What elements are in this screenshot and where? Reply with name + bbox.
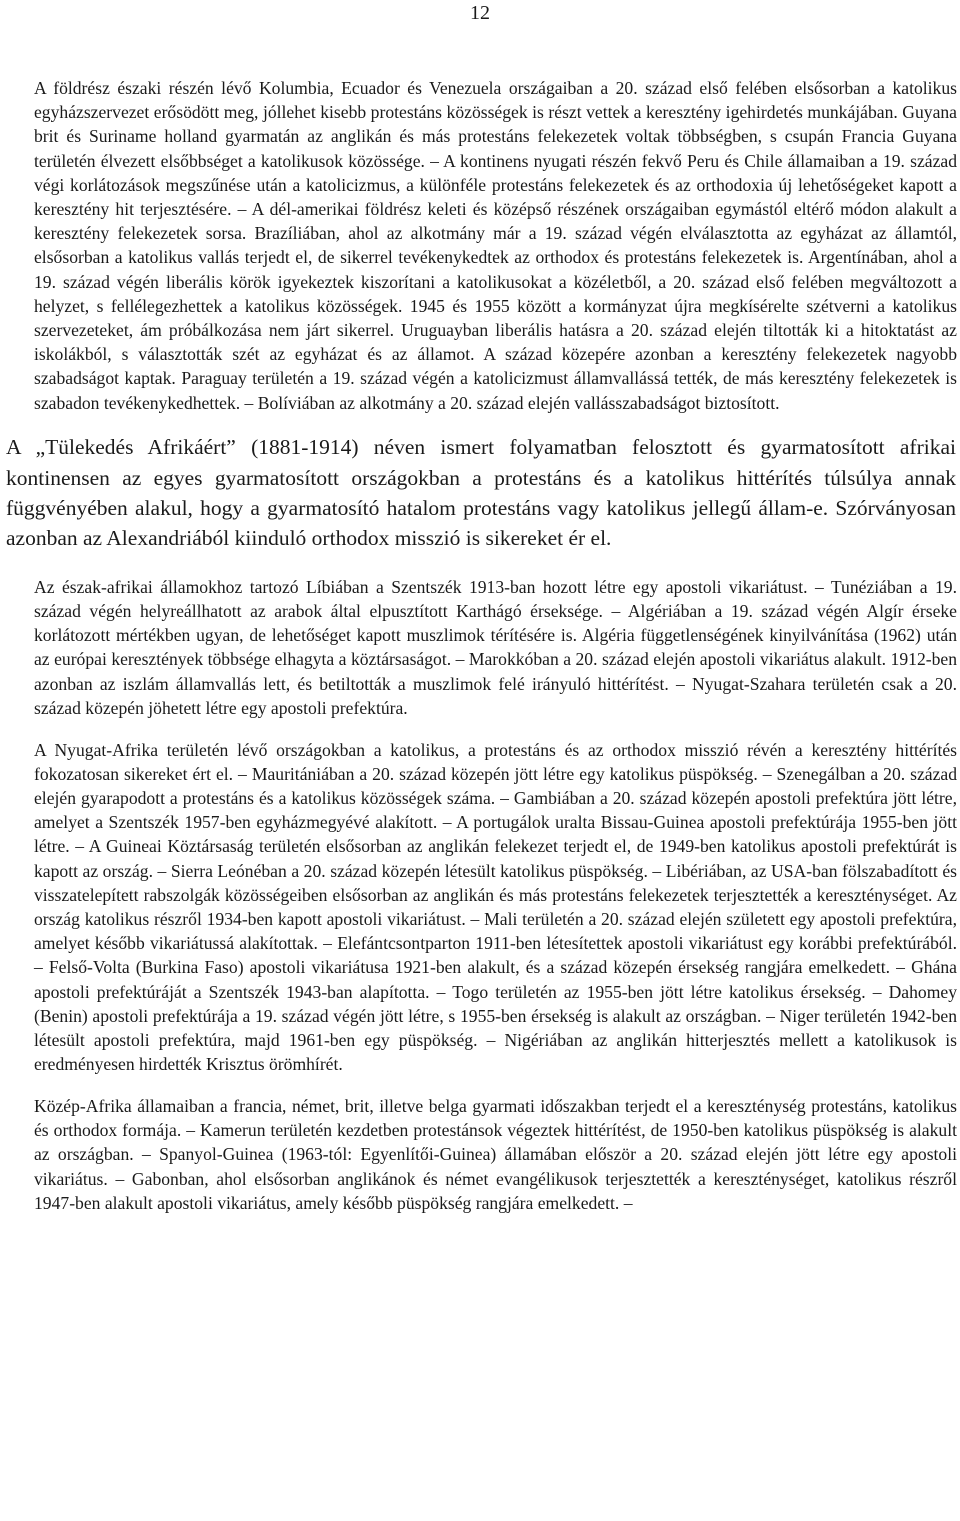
page-number: 12 xyxy=(470,2,490,24)
page-body xyxy=(0,76,960,1233)
paragraph-central-africa: Közép-Afrika államaiban a francia, német, brit, illetve belga gyarmati időszakban terjedt el a kereszténység protestáns, katolikus és orthodox formája. – Kamerun területén kezdetben protestánsok végeztek hittérítést, de 1950-ben katolikus püspökség is alakult az országban. – Spanyol-Guinea (1963-tól: Egyenlítői-Guinea) államában először a 20. század elején jött létre egy apostoli vikariátus. – Gabonban, ahol elsősorban anglikánok és német evangélikusok terjesztették a kereszténységet, katolikus részről 1947-ben alakult apostoli vikariátus, amely később püspökség rangjára emelkedett. – xyxy=(34,1096,957,1213)
paragraph-africa-intro: A „Tülekedés Afrikáért” (1881-1914) néven ismert folyamatban felosztott és gyarmatosított afrikai kontinensen az egyes gyarmatosított országokban a protestáns és a katolikus hittérítés túlsúlya annak függvényében alakul, hogy a gyarmatosító hatalom protestáns vagy katolikus jellegű állam-e. Szórványosan azonban az Alexandriából kiinduló orthodox misszió is sikereket ér el. xyxy=(6,435,956,551)
paragraph-south-america: A földrész északi részén lévő Kolumbia, Ecuador és Venezuela országaiban a 20. század első felében elsősorban a katolikus egyházszervezet erősödött meg, jóllehet kisebb protestáns közösségek is részt vettek a keresztény igehirdetés munkájában. Guyana brit és Suriname holland gyarmatán az anglikán és más protestáns felekezetek voltak többségben, s csupán Francia Guyana területén élvezett elsőbbséget a katolikusok közössége. – A kontinens nyugati részén fekvő Peru és Chile államaiban a 19. század végi korlátozások megszűnése után a katolicizmus, a különféle protestáns felekezetek és az orthodoxia új lehetőségeket kapott a keresztény hit terjesztésére. – A dél-amerikai földrész keleti és középső részének országaiban egymástól eltérő módon alakult a keresztény felekezetek sorsa. Brazíliában, ahol az alkotmány már a 19. század végén elválasztotta az egyházat az államtól, elsősorban a katolikus vallás terjedt el, de sikerrel tevékenykedtek az orthodox és protestáns felekezetek is. Argentínában, ahol a 19. század végén liberális körök igyekeztek kiszorítani a katolikusokat a közéletből, a 20. század első felében megváltozott a helyzet, s fellélegezhettek a katolikus közösségek. 1945 és 1955 között a kormányzat újra megkísérelte szétverni a katolikus szervezeteket, ám próbálkozása nem járt sikerrel. Uruguayban liberális hatásra a 20. század elején tiltották ki a hitoktatást az iskolákból, s választották szét az egyházat és az államot. A század közepére azonban a keresztény felekezetek nagyobb szabadságot kaptak. Paraguay területén a 19. század végén a katolicizmust államvallássá tették, de más keresztény felekezetek is szabadon tevékenykedhettek. – Bolíviában az alkotmány a 20. század elején vallásszabadságot biztosított. xyxy=(34,78,957,413)
paragraph-north-africa: Az észak-afrikai államokhoz tartozó Líbiában a Szentszék 1913-ban hozott létre egy apostoli vikariátust. – Tunéziában a 19. század végén helyreállhatott az arabok által elpusztított Karthágó érseksége. – Algériában a 19. század végén Algír érseke korlátozott mértékben ugyan, de lehetőséget kapott muszlimok térítésére is. Algéria függetlenségének kinyilvánítása (1962) után az európai keresztények többsége elhagyta a köztársaságot. – Marokkóban a 20. század elején apostoli vikariátus alakult. 1912-ben azonban az iszlám államvallás lett, és betiltották a muszlimok felé irányuló hittérítést. – Nyugat-Szahara területén csak a 20. század közepén jöhetett létre egy apostoli prefektúra. xyxy=(34,576,957,718)
paragraph-west-africa: A Nyugat-Afrika területén lévő országokban a katolikus, a protestáns és az orthodox misszió révén a keresztény hittérítés fokozatosan sikereket ért el. – Mauritániában a 20. század közepén jött létre egy katolikus püspökség. – Szenegálban a 20. század elején gyarapodott a protestáns és a katolikus közösségek száma. – Gambiában a 20. század közepén apostoli prefektúra jött létre, amelyet a Szentszék 1957-ben egyházmegyévé alakított. – A portugálok uralta Bissau-Guinea apostoli prefektúrája 1955-ben jött létre. – A Guineai Köztársaság területén elsősorban az anglikán felekezet terjedt el, de 1949-ben katolikus apostoli prefektúrát is kapott az ország. – Sierra Leónéban a 20. század közepén létesült katolikus püspökség. – Libériában, az USA-ban fölszabadított és visszatelepített rabszolgák közösségeiben elsősorban az anglikán és más protestáns felekezetek terjesztették a kereszténységet. Az ország katolikus részről 1934-ben kapott apostoli vikariátust. – Mali területén a 20. század elején született egy apostoli prefektúra, amelyet később vikariátussá alakítottak. – Elefántcsontparton 1911-ben létesítettek apostoli vikariátust egy korábbi prefektúrából. – Felső-Volta (Burkina Faso) apostoli vikariátusa 1921-ben alakult, és a század közepén érsekség rangjára emelkedett. – Ghána apostoli prefektúráját a Szentszék 1943-ban alapította. – Togo területén az 1955-ben jött létre katolikus érsekség. – Dahomey (Benin) apostoli prefektúrája a 19. század végén jött létre, s 1955-ben érsekség is alakult az országban. – Niger területén 1942-ben létesült apostoli prefektúra, majd 1961-ben egy püspökség. – Nigériában az anglikán hitterjesztés mellett a katolikusok is eredményesen hirdették Krisztus örömhírét. xyxy=(34,739,957,1075)
